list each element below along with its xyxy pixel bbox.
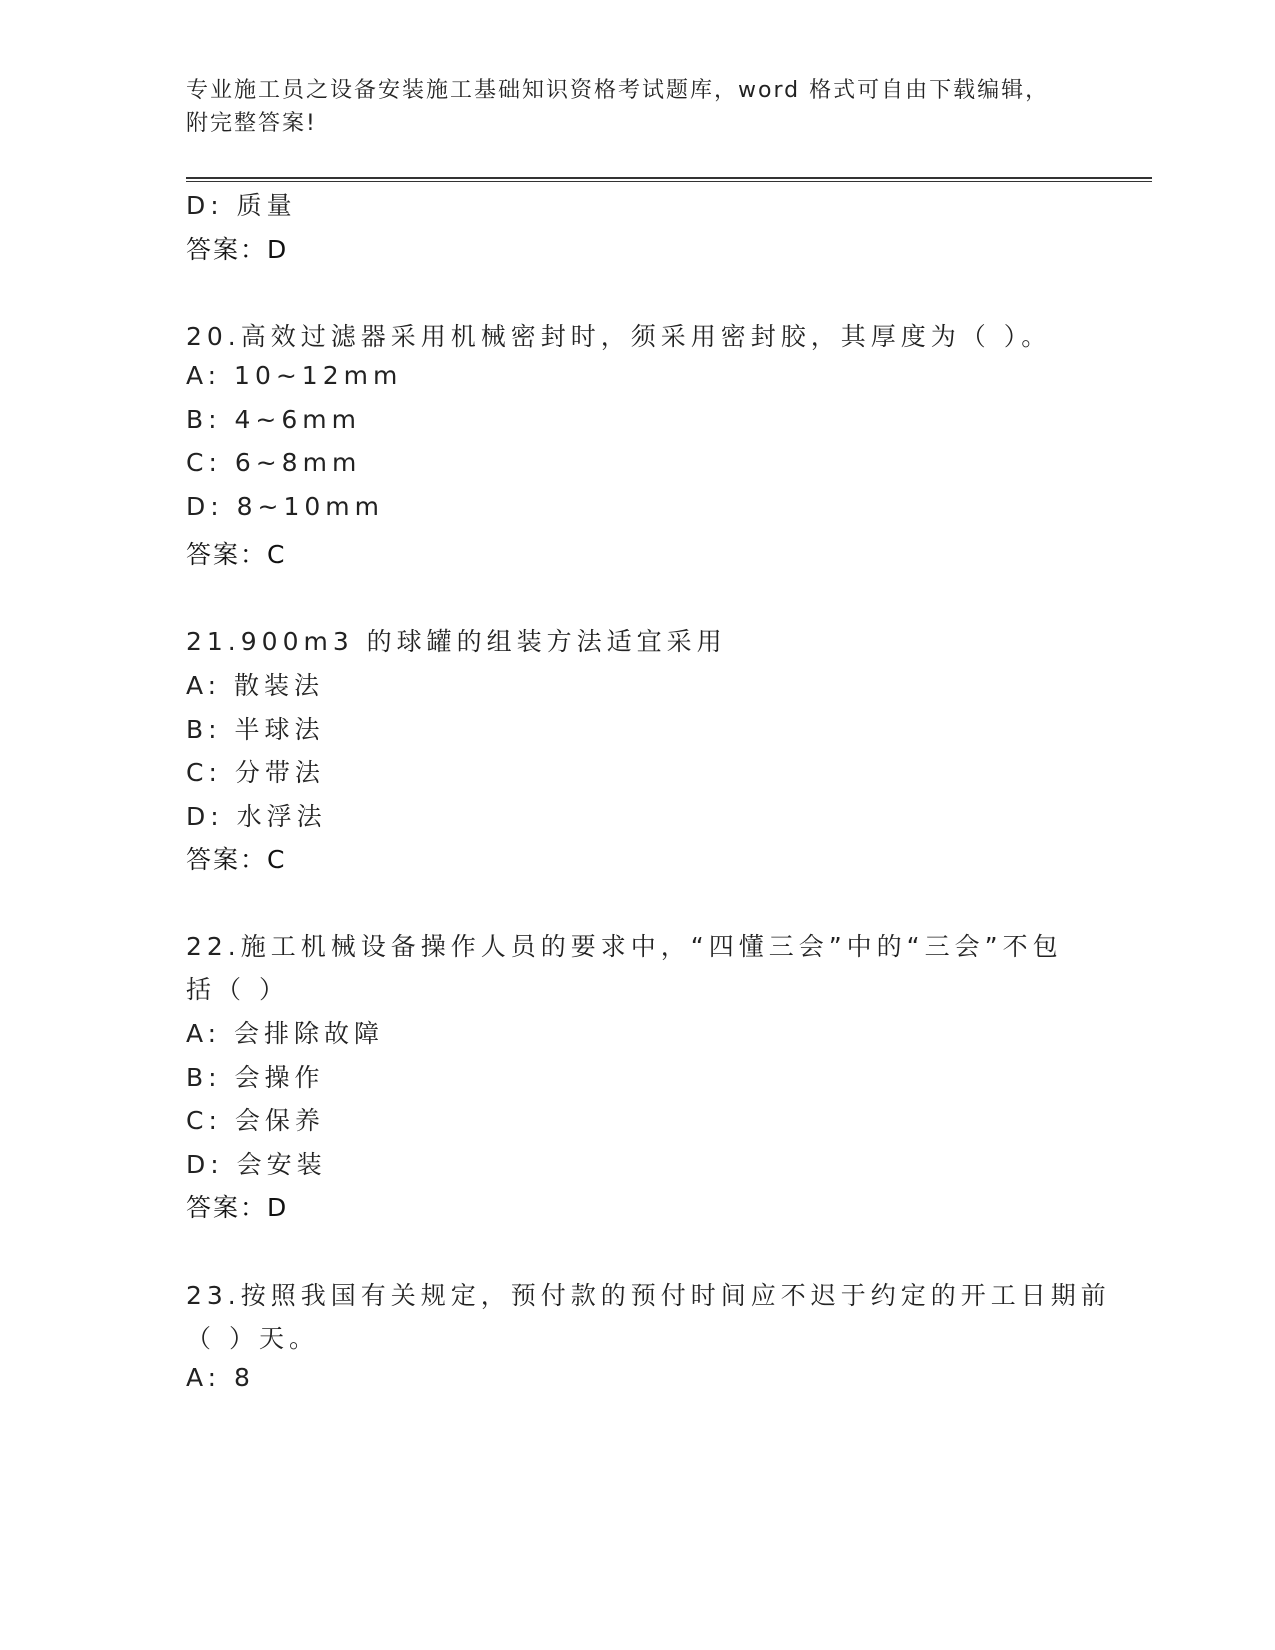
- prev-option-d: D: 质量: [186, 191, 297, 220]
- header-title-line-2: 附完整答案!: [186, 111, 317, 136]
- q22-option-a: A: 会排除故障: [186, 1019, 385, 1048]
- header-title-line-1: 专业施工员之设备安装施工基础知识资格考试题库，word 格式可自由下载编辑，: [186, 78, 1050, 103]
- q21-option-d: D: 水浮法: [186, 802, 327, 831]
- q20-option-d: D: 8~10mm: [186, 492, 384, 521]
- q23-question-line-1: 23.按照我国有关规定，预付款的预付时间应不迟于约定的开工日期前: [186, 1281, 1111, 1310]
- q22-question-line-2: 括（ ）: [186, 975, 289, 1004]
- q20-question: 20.高效过滤器采用机械密封时，须采用密封胶，其厚度为（ ）。: [186, 322, 1052, 351]
- document-header: [186, 74, 1086, 140]
- q21-option-b: B: 半球法: [186, 715, 325, 744]
- q21-answer: 答案：C: [186, 845, 287, 874]
- q21-option-c: C: 分带法: [186, 758, 325, 787]
- q23-question-line-2: （ ）天。: [186, 1324, 319, 1353]
- q21-question: 21.900m3 的球罐的组装方法适宜采用: [186, 627, 727, 656]
- q22-question-line-1: 22.施工机械设备操作人员的要求中，“四懂三会”中的“三会”不包: [186, 932, 1063, 961]
- q20-option-c: C: 6~8mm: [186, 448, 362, 477]
- q20-answer: 答案：C: [186, 540, 287, 569]
- q22-answer: 答案：D: [186, 1193, 289, 1222]
- q22-option-b: B: 会操作: [186, 1063, 325, 1092]
- header-divider: [186, 177, 1152, 182]
- q23-option-a: A: 8: [186, 1363, 255, 1392]
- q22-option-c: C: 会保养: [186, 1106, 325, 1135]
- q20-option-a: A: 10~12mm: [186, 361, 403, 390]
- prev-answer: 答案：D: [186, 235, 289, 264]
- q22-option-d: D: 会安装: [186, 1150, 327, 1179]
- q20-option-b: B: 4~6mm: [186, 405, 361, 434]
- q21-option-a: A: 散装法: [186, 671, 325, 700]
